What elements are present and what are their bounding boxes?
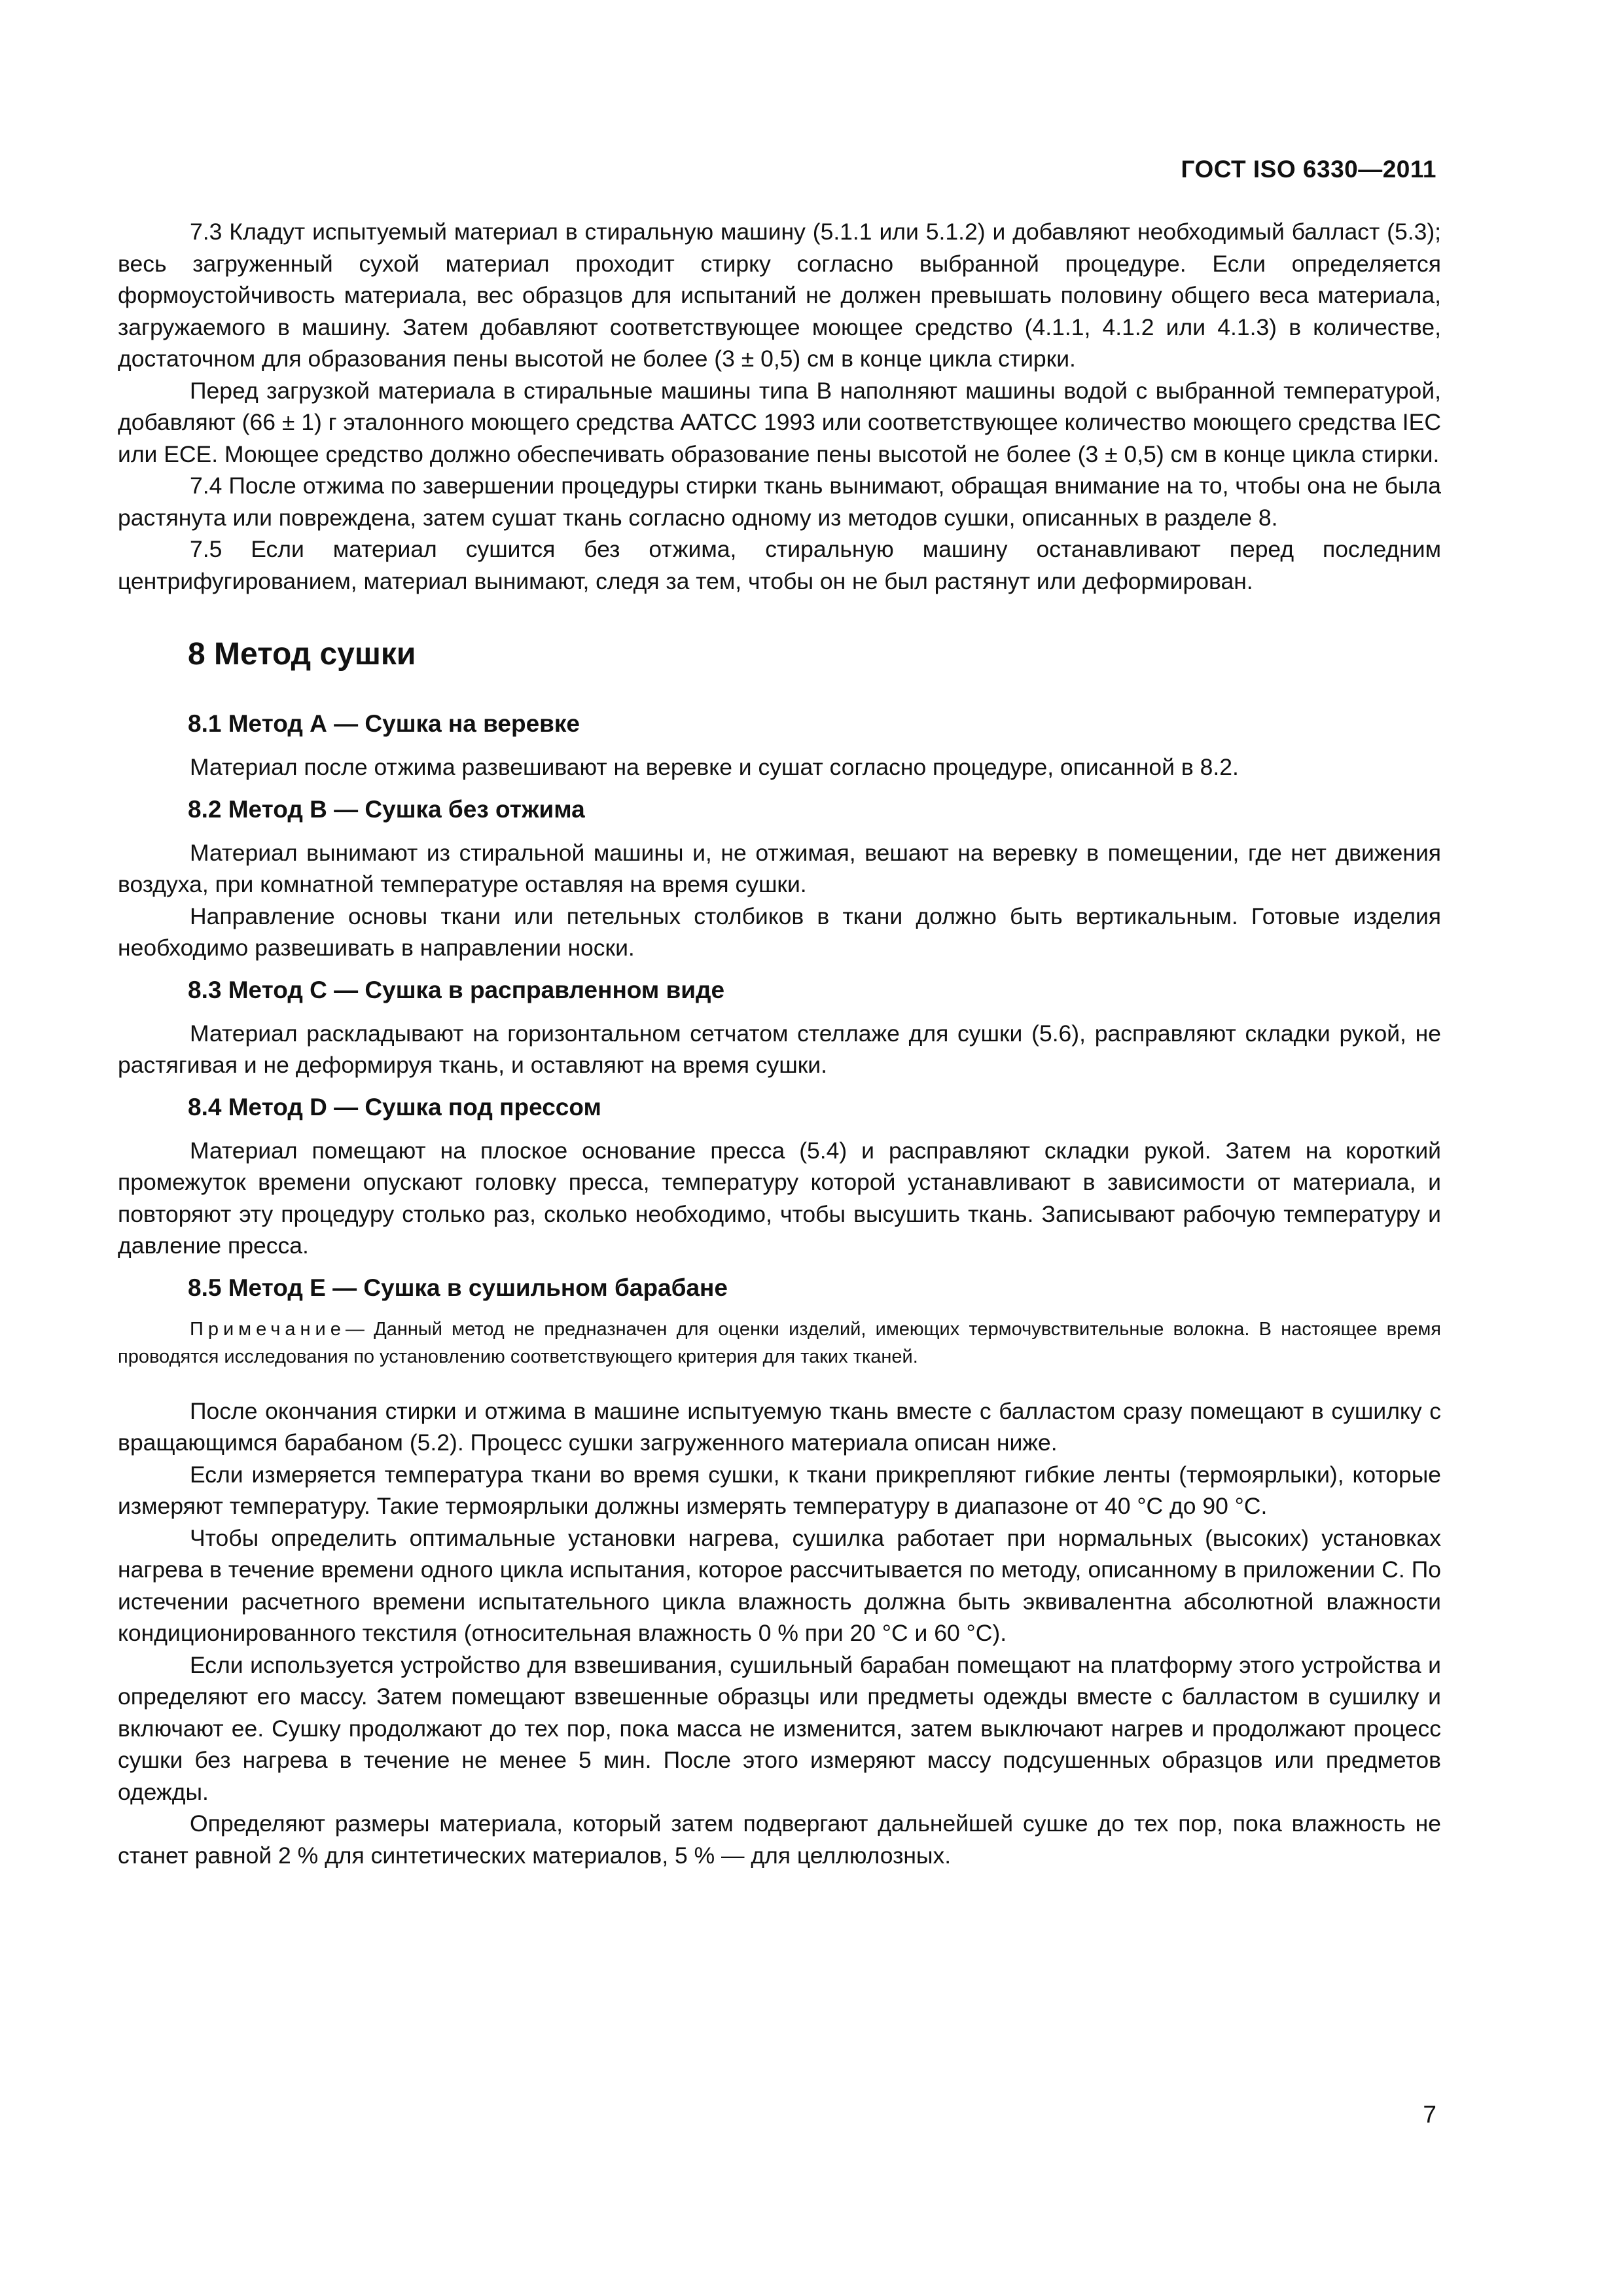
paragraph: Материал помещают на плоское основание пресса (5.4) и расправляют складки рукой. Затем на короткий промежуток времени опускают головку пресса, температуру которой устанавливают в зависимости от материала, и повторяют эту процедуру столько раз, сколько необходимо, чтобы высушить ткань. Записывают рабочую температуру и давление пресса. [118, 1137, 1441, 1259]
paragraph-7-3: 7.3 Кладут испытуемый материал в стиральную машину (5.1.1 или 5.1.2) и добавляют необходимый балласт (5.3); весь загруженный сухой материал проходит стирку согласно выбранной процедуре. Если определяется формоустойчивость материала, вес образцов для испытаний не должен превышать половину общего веса материала, загружаемого в машину. Затем добавляют соответствующее моющее средство (4.1.1, 4.1.2 или 4.1.3) в количестве, достаточном для образования пены высотой не более (3 ± 0,5) см в конце цикла стирки. [118, 219, 1441, 372]
paragraph: Материал вынимают из стиральной машины и, не отжимая, вешают на веревку в помещении, где нет движения воздуха, при комнатной температуре оставляя на время сушки. [118, 839, 1441, 897]
paragraph: После окончания стирки и отжима в машине испытуемую ткань вместе с балластом сразу помещают в сушилку с вращающимся барабаном (5.2). Процесс сушки загруженного материала описан ниже. [118, 1397, 1441, 1456]
section-8-title: 8 Метод сушки [188, 637, 416, 672]
subsection-8-2-title: 8.2 Метод В — Сушка без отжима [188, 795, 585, 823]
paragraph: Если используется устройство для взвешивания, сушильный барабан помещают на платформу этого устройства и определяют его массу. Затем помещают взвешенные образцы или предметы одежды вместе с балластом в сушилку и включают ее. Сушку продолжают до тех пор, пока масса не изменится, затем выключают нагрев и продолжают процесс сушки без нагрева в течение не менее 5 мин. После этого измеряют массу подсушенных образцов или предметов одежды. [118, 1651, 1441, 1805]
page-content [118, 216, 1441, 1871]
paragraph: Материал раскладывают на горизонтальном сетчатом стеллаже для сушки (5.6), расправляют складки рукой, не растягивая и не деформируя ткань, и оставляют на время сушки. [118, 1020, 1441, 1078]
note [118, 1316, 1441, 1371]
paragraph-7-5: 7.5 Если материал сушится без отжима, стиральную машину останавливают перед последним центрифугированием, материал вынимают, следя за тем, чтобы он не был растянут или деформирован. [118, 536, 1441, 594]
paragraph: Определяют размеры материала, который затем подвергают дальнейшей сушке до тех пор, пока влажность не станет равной 2 % для синтетических материалов, 5 % — для целлюлозных. [118, 1810, 1441, 1869]
paragraph: Направление основы ткани или петельных столбиков в ткани должно быть вертикальным. Готовые изделия необходимо развешивать в направлении носки. [118, 903, 1441, 961]
standard-header: ГОСТ ISO 6330—2011 [1181, 156, 1436, 183]
subsection-8-4-title: 8.4 Метод D — Сушка под прессом [188, 1093, 601, 1121]
paragraph: Чтобы определить оптимальные установки нагрева, сушилка работает при нормальных (высоких) установках нагрева в течение времени одного цикла испытания, которое рассчитывается по методу, описанному в приложении С. По истечении расчетного времени испытательного цикла влажность должна быть эквивалентна абсолютной влажности кондиционированного текстиля (относительная влажность 0 % при 20 °С и 60 °С). [118, 1524, 1441, 1646]
note-text: — Данный метод не предназначен для оценки изделий, имеющих термочувствительные волокна. В настоящее время проводятся исследования по установлению соответствующего критерия для таких тканей. [118, 1318, 1441, 1367]
subsection-8-1-title: 8.1 Метод А — Сушка на веревке [188, 710, 580, 737]
note-label: Примечание [190, 1318, 346, 1340]
subsection-8-3-title: 8.3 Метод С — Сушка в расправленном виде [188, 976, 725, 1003]
page-number: 7 [1423, 2101, 1436, 2128]
paragraph: Материал после отжима развешивают на веревке и сушат согласно процедуре, описанной в 8.2. [190, 754, 1239, 780]
subsection-8-5-title: 8.5 Метод Е — Сушка в сушильном барабане [188, 1274, 728, 1301]
paragraph: Если измеряется температура ткани во время сушки, к ткани прикрепляют гибкие ленты (термоярлыки), которые измеряют температуру. Такие термоярлыки должны измерять температуру в диапазоне от 40 °С до 90 °С. [118, 1461, 1441, 1519]
paragraph-7-3-type-b: Перед загрузкой материала в стиральные машины типа В наполняют машины водой с выбранной температурой, добавляют (66 ± 1) г эталонного моющего средства AATCC 1993 или соответствующее количество моющего средства IEC или ECE. Моющее средство должно обеспечивать образование пены высотой не более (3 ± 0,5) см в конце цикла стирки. [118, 377, 1441, 467]
paragraph-7-4: 7.4 После отжима по завершении процедуры стирки ткань вынимают, обращая внимание на то, чтобы она не была растянута или повреждена, затем сушат ткань согласно одному из методов сушки, описанных в разделе 8. [118, 473, 1441, 531]
